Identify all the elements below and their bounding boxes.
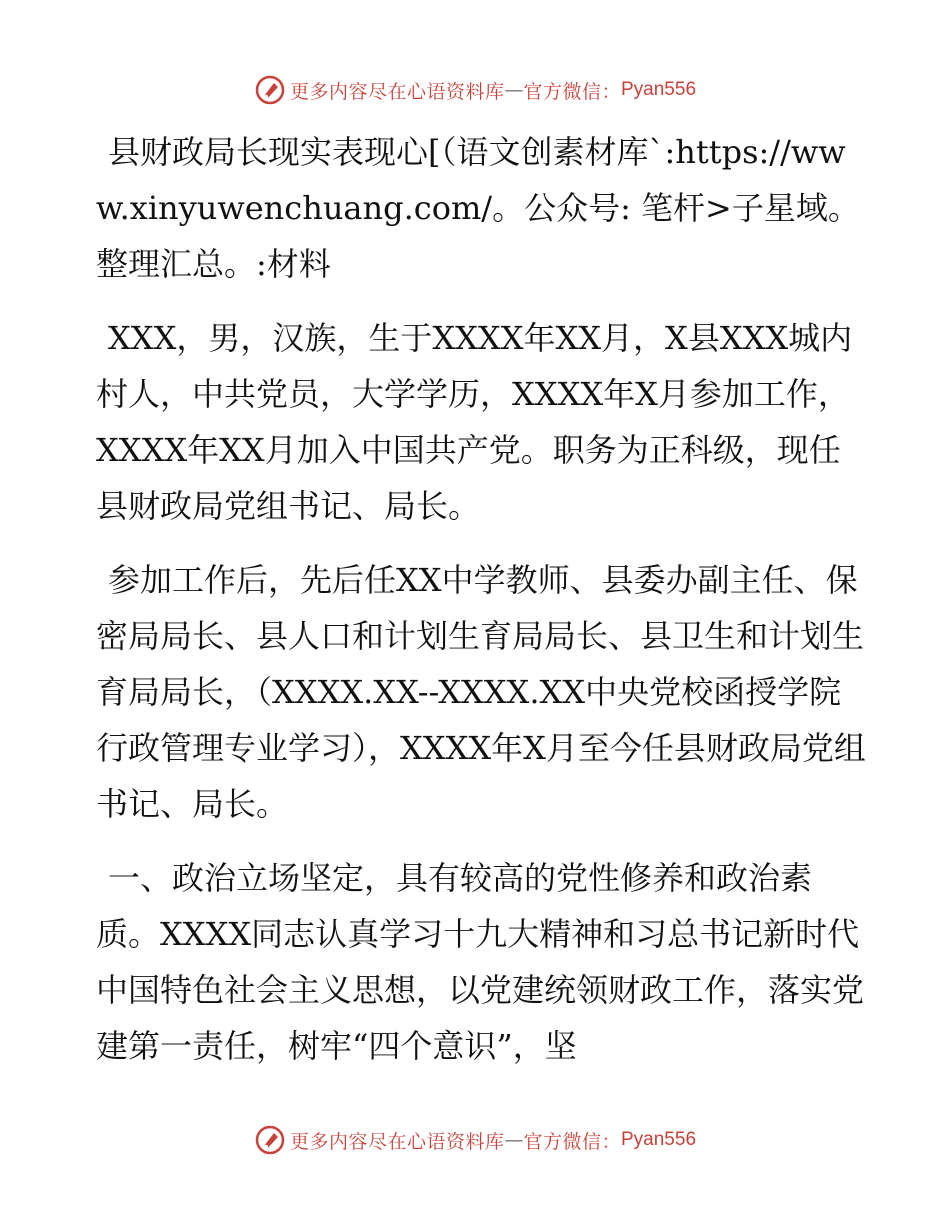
pen-nib-logo-icon (254, 74, 286, 106)
banner-wechat-id: Pyan556 (621, 79, 697, 100)
footer-banner (0, 1120, 950, 1160)
document-body (96, 124, 866, 1092)
banner-title: 更多内容尽在心语资料库 (289, 1130, 505, 1153)
banner-suffix: 官方微信： (523, 1130, 621, 1153)
banner-title: 更多内容尽在心语资料库 (289, 80, 505, 103)
paragraph-politics: 一、政治立场坚定，具有较高的党性修养和政治素质。XXXX同志认真学习十九大精神和习总书记新时代中国特色社会主义思想，以党建统领财政工作，落实党建第一责任，树牢“四个意识”，坚 (96, 859, 865, 1065)
banner-wechat-id: Pyan556 (621, 1129, 697, 1150)
header-banner (0, 70, 950, 110)
banner-separator: — (504, 1129, 524, 1151)
paragraph-title: 县财政局长现实表现心[（语文创素材库`:https://www.xinyuwenchuang.com/。公众号: 笔杆>子星域。整理汇总。:材料 (96, 133, 860, 283)
paragraph-profile: XXX，男，汉族，生于XXXX年XX月，X县XXX城内村人，中共党员，大学学历，XXXX年X月参加工作，XXXX年XX月加入中国共产党。职务为正科级，现任县财政局党组书记、局长。 (96, 319, 853, 525)
banner-suffix: 官方微信： (523, 80, 621, 103)
pen-nib-logo-icon (254, 1124, 286, 1156)
banner-separator: — (504, 79, 524, 101)
paragraph-career: 参加工作后，先后任XX中学教师、县委办副主任、保密局局长、县人口和计划生育局局长、县卫生和计划生育局局长，（XXXX.XX--XXXX.XX中央党校函授学院行政管理专业学习），XXXX年X月至今任县财政局党组书记、局长。 (96, 561, 866, 823)
